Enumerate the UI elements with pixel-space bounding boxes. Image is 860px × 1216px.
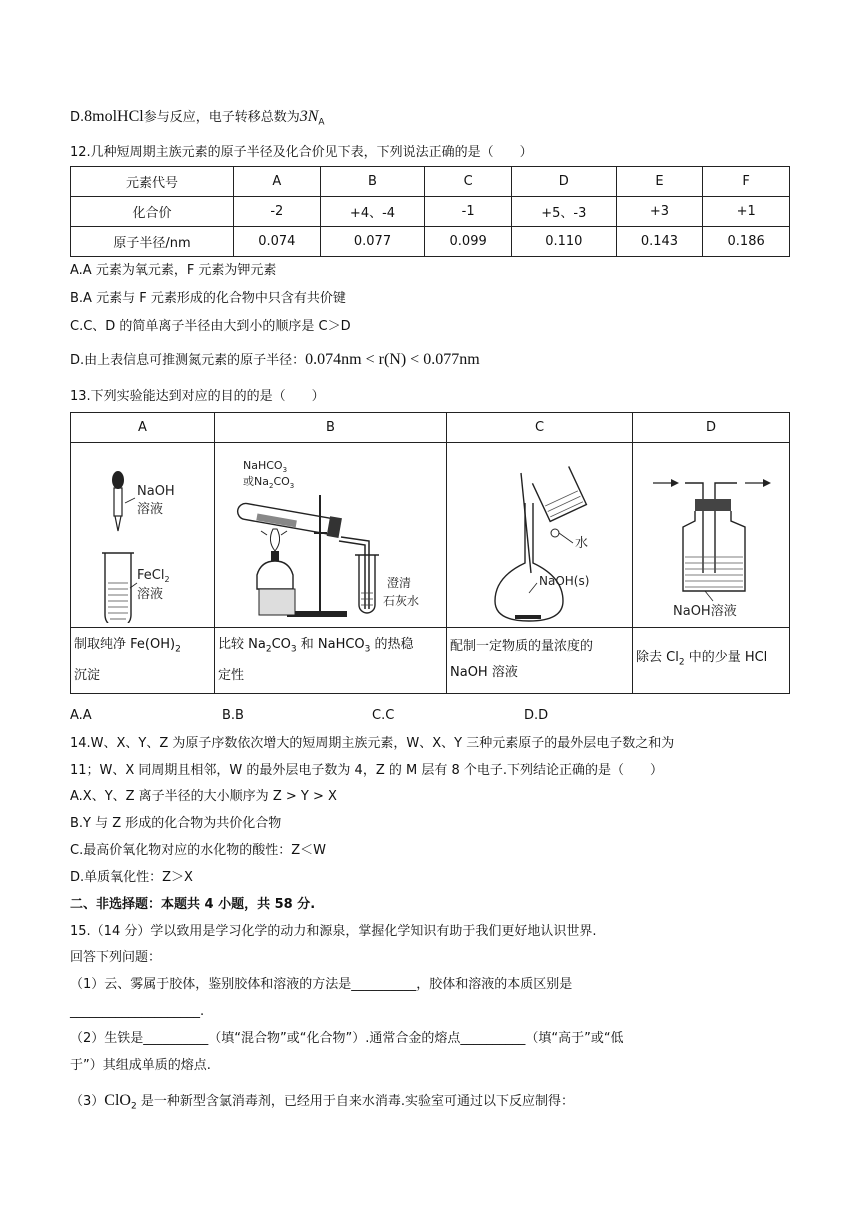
section-heading: 二、非选择题：本题共 4 小题，共 58 分.: [70, 897, 316, 912]
q15-part1-line1: （1）云、雾属于胶体，鉴别胶体和溶液的方法是__________，胶体和溶液的本质区别是: [70, 977, 573, 992]
q14-stem-line1: 14.W、X、Y、Z 为原子序数依次增大的短周期主族元素，W、X、Y 三种元素原子的最外层电子数之和为: [70, 736, 675, 751]
q15-part2-line1: （2）生铁是__________（填“混合物”或“化合物”）.通常合金的熔点__________（填“高于”或“低: [70, 1031, 624, 1046]
caption-d: 除去 $Cl_2$ 中的少量 HCl: [633, 628, 790, 694]
table-row: [71, 628, 790, 694]
q15-stem-line2: 回答下列问题：: [70, 950, 162, 965]
q11-option-d: D.8molHCl参与反应，电子转移总数为$3N_A$: [70, 108, 325, 128]
q13-table: [70, 412, 790, 694]
svg-text:或Na2CO3: 或$Na_2CO_3$: [242, 475, 294, 490]
svg-text:石灰水: 石灰水: [382, 594, 419, 608]
q14-option-a: A.X、Y、Z 离子半径的大小顺序为 Z > Y > X: [70, 789, 337, 804]
q13-stem: 13.下列实验能达到对应的目的的是（ ）: [70, 389, 325, 404]
q14-option-c: C.最高价氧化物对应的水化物的酸性：Z＜W: [70, 843, 326, 858]
table-row: 元素代号 A B C D E F: [71, 167, 790, 197]
q12-stem: 12.几种短周期主族元素的原子半径及化合价见下表，下列说法正确的是（ ）: [70, 145, 533, 160]
svg-text:溶液: 溶液: [136, 587, 163, 602]
svg-text:FeCl2: FeCl$_2$: [136, 568, 170, 584]
gas-washing-bottle-figure: [633, 443, 789, 623]
table-row: 化合价 -2 +4、-4 -1 +5、-3 +3 +1: [71, 197, 790, 227]
q13-option-d: D.D: [524, 708, 549, 723]
q12-option-c: C.C、D 的简单离子半径由大到小的顺序是 C＞D: [70, 319, 351, 334]
table-row: 原子半径/nm 0.074 0.077 0.099 0.110 0.143 0.186: [71, 227, 790, 257]
svg-text:NaOH溶液: NaOH溶液: [673, 604, 737, 619]
q15-part2-line2: 于”）其组成单质的熔点.: [70, 1058, 211, 1073]
dropper-test-tube-figure: [73, 443, 213, 623]
q15-part1-line2: ____________________.: [70, 1004, 205, 1019]
caption-b: 比较 $Na_2CO_3$ 和 NaHCO$_3$ 的热稳 定性: [215, 628, 447, 694]
caption-c: 配制一定物质的量浓度的 NaOH 溶液: [447, 628, 633, 694]
svg-text:NaOH(s): NaOH(s): [538, 574, 589, 588]
q15-stem-line1: 15.（14 分）学以致用是学习化学的动力和源泉，掌握化学知识有助于我们更好地认识世界.: [70, 924, 597, 939]
svg-text:澄清: 澄清: [386, 576, 411, 590]
q15-part3-line1: （3）ClO$_2$ 是一种新型含氯消毒剂，已经用于自来水消毒.实验室可通过以下反应制得：: [70, 1092, 574, 1112]
q14-option-b: B.Y 与 Z 形成的化合物为共价化合物: [70, 816, 282, 831]
q13-option-a: A.A: [70, 708, 92, 723]
figure-c: [447, 443, 633, 628]
figure-a: [71, 443, 215, 628]
svg-text:溶液: 溶液: [136, 502, 163, 517]
figure-b: [215, 443, 447, 628]
heating-apparatus-figure: [217, 443, 445, 623]
figure-d: [633, 443, 790, 628]
q14-option-d: D.单质氧化性：Z＞X: [70, 870, 193, 885]
svg-text:NaOH: NaOH: [136, 484, 175, 499]
q12-option-a: A.A 元素为氧元素，F 元素为钾元素: [70, 263, 277, 278]
q12-option-b: B.A 元素与 F 元素形成的化合物中只含有共价键: [70, 291, 346, 306]
volumetric-flask-figure: [449, 443, 631, 623]
q14-stem-line2: 11；W、X 同周期且相邻，W 的最外层电子数为 4，Z 的 M 层有 8 个电子.下列结论正确的是（ ）: [70, 763, 664, 778]
q13-option-b: B.B: [222, 708, 244, 723]
svg-text:NaHCO3: NaHCO$_3$: [242, 459, 287, 474]
q13-option-c: C.C: [372, 708, 395, 723]
svg-text:水: 水: [574, 536, 588, 551]
table-row: A B C D: [71, 413, 790, 443]
q12-option-d: D.由上表信息可推测氮元素的原子半径：0.074nm < r(N) < 0.077nm: [70, 351, 480, 368]
caption-a: 制取纯净 $Fe(OH)_2$ 沉淀: [71, 628, 215, 694]
table-row: [71, 443, 790, 628]
q12-table: [70, 166, 790, 257]
